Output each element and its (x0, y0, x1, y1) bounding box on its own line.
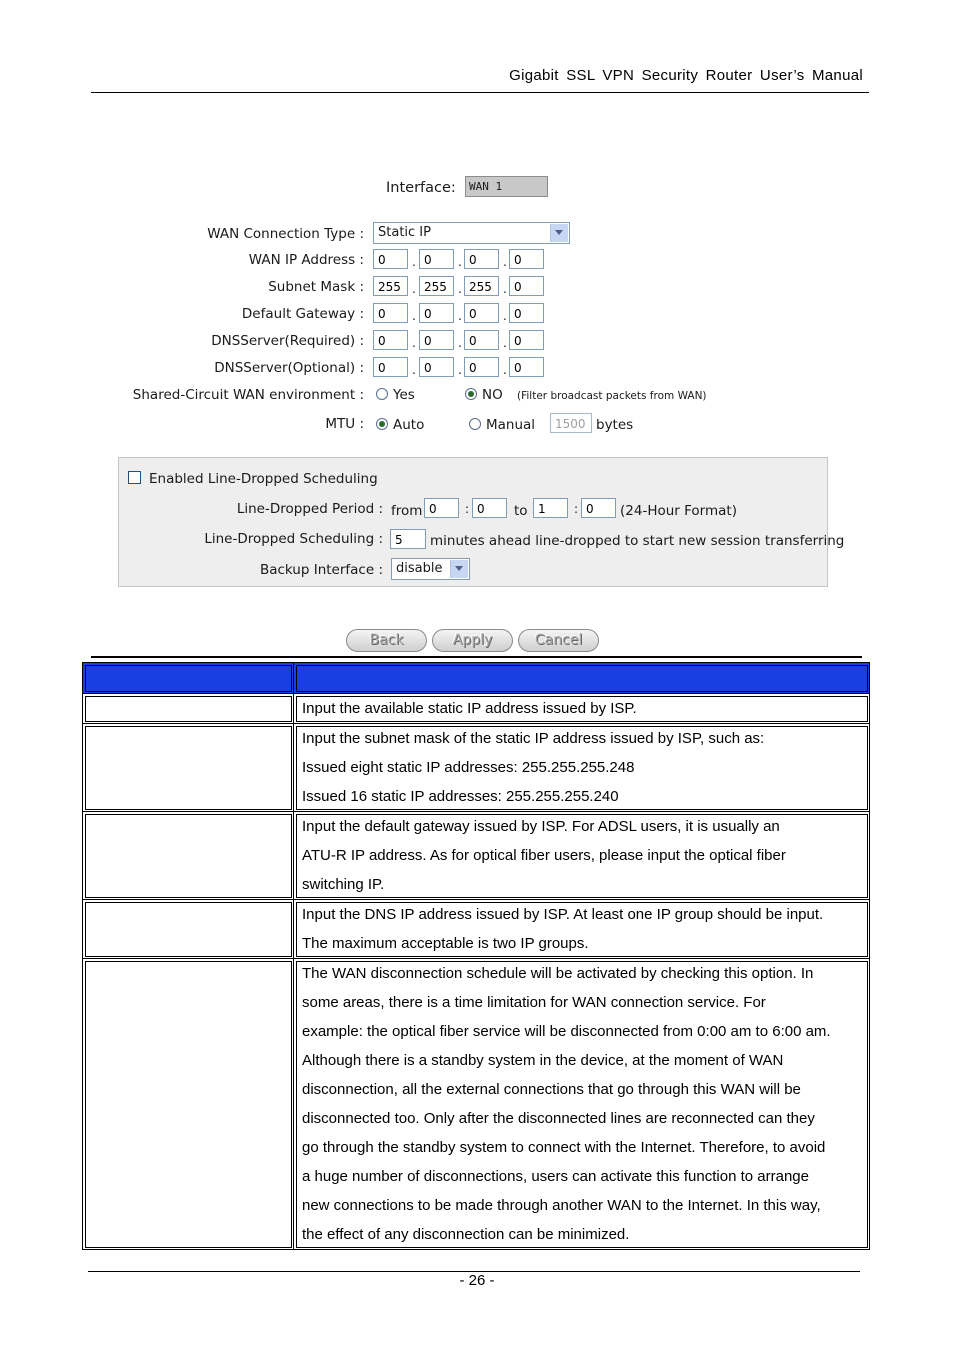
description-line: Input the subnet mask of the static IP address issued by ISP, such as: (302, 730, 765, 747)
description-line: Input the available static IP address issued by ISP. (302, 700, 637, 717)
format-note: (24-Hour Format) (620, 503, 737, 519)
apply-button[interactable]: Apply (432, 629, 513, 652)
mtu-label: MTU : (325, 416, 364, 432)
conn-type-value: Static IP (378, 225, 431, 240)
dns2-octet-2[interactable]: 0 (419, 357, 454, 377)
dns1-octet-1[interactable]: 0 (373, 330, 408, 350)
mtu-input[interactable]: 1500 (550, 413, 592, 433)
description-line: new connections to be made through another WAN to the Internet. In this way, (302, 1197, 821, 1214)
object-cell (83, 812, 294, 900)
mtu-auto-radio[interactable] (376, 418, 388, 430)
interface-label: Interface: (386, 180, 456, 196)
from-minute-input[interactable]: 0 (472, 498, 507, 518)
conn-type-select[interactable] (373, 222, 570, 244)
sched-minutes-input[interactable]: 5 (390, 529, 426, 549)
dns1-octet-4[interactable]: 0 (509, 330, 544, 350)
description-line: Although there is a standby system in the device, at the moment of WAN (302, 1052, 784, 1069)
description-cell (294, 900, 870, 959)
page-number: - 26 - (459, 1272, 495, 1289)
description-line: a huge number of disconnections, users can activate this function to arrange (302, 1168, 809, 1185)
mtu-manual-radio[interactable] (469, 418, 481, 430)
wan-ip-octet-4[interactable]: 0 (509, 249, 544, 269)
shared-yes-label: Yes (393, 387, 415, 403)
description-line: ATU-R IP address. As for optical fiber users, please input the optical fiber (302, 847, 786, 864)
to-hour-input[interactable]: 1 (533, 498, 568, 518)
description-line: Input the DNS IP address issued by ISP. At least one IP group should be input. (302, 906, 824, 923)
backup-label: Backup Interface : (259, 562, 383, 578)
conn-type-label: WAN Connection Type : (207, 226, 364, 242)
interface-field: WAN 1 (465, 176, 548, 197)
header-cell-description (294, 663, 870, 694)
dns2-octet-1[interactable]: 0 (373, 357, 408, 377)
table-row (83, 959, 870, 1250)
description-line: switching IP. (302, 876, 385, 893)
back-button[interactable]: Back (346, 629, 427, 652)
gateway-label: Default Gateway : (241, 306, 364, 322)
description-line: The WAN disconnection schedule will be activated by checking this option. In (302, 965, 814, 982)
gateway-octet-4[interactable]: 0 (509, 303, 544, 323)
period-label: Line-Dropped Period : (236, 501, 383, 517)
backup-interface-value: disable (396, 561, 443, 576)
table-row (83, 812, 870, 900)
shared-yes-radio[interactable] (376, 388, 388, 400)
object-cell (83, 694, 294, 724)
description-cell (294, 959, 870, 1250)
gateway-octet-3[interactable]: 0 (464, 303, 499, 323)
subnet-octet-4[interactable]: 0 (509, 276, 544, 296)
dns1-label: DNSServer(Required) : (211, 333, 364, 349)
object-cell (83, 724, 294, 812)
description-line: disconnected too. Only after the disconnected lines are reconnected can they (302, 1110, 815, 1127)
chevron-down-icon (550, 224, 568, 242)
table-header-row (83, 663, 870, 694)
gateway-octet-1[interactable]: 0 (373, 303, 408, 323)
from-hour-input[interactable]: 0 (424, 498, 459, 518)
description-line: The maximum acceptable is two IP groups. (302, 935, 589, 952)
wan-ip-octet-3[interactable]: 0 (464, 249, 499, 269)
header-rule (91, 92, 869, 93)
description-line: Issued 16 static IP addresses: 255.255.255.240 (302, 788, 619, 805)
table-row (83, 694, 870, 724)
to-label: to (514, 503, 528, 519)
shared-note: (Filter broadcast packets from WAN) (517, 390, 707, 402)
description-line: disconnection, all the external connections that go through this WAN will be (302, 1081, 801, 1098)
mtu-manual-label: Manual (486, 417, 536, 433)
description-cell (294, 724, 870, 812)
shared-circuit-label: Shared-Circuit WAN environment : (132, 387, 364, 403)
description-cell (294, 812, 870, 900)
wan-ip-octet-2[interactable]: 0 (419, 249, 454, 269)
shared-no-label: NO (482, 387, 503, 403)
dns1-octet-2[interactable]: 0 (419, 330, 454, 350)
manual-title: Gigabit SSL VPN Security Router User’s Manual (509, 67, 863, 84)
description-cell (294, 694, 870, 724)
description-line: example: the optical fiber service will be disconnected from 0:00 am to 6:00 am. (302, 1023, 831, 1040)
wan-ip-octet-1[interactable]: 0 (373, 249, 408, 269)
dns2-octet-4[interactable]: 0 (509, 357, 544, 377)
subnet-label: Subnet Mask : (268, 279, 364, 295)
shared-no-radio[interactable] (465, 388, 477, 400)
table-row (83, 724, 870, 812)
backup-interface-select[interactable] (391, 558, 470, 580)
description-line: the effect of any disconnection can be minimized. (302, 1226, 630, 1243)
sched-label: Line-Dropped Scheduling : (204, 531, 383, 547)
sched-note: minutes ahead line-dropped to start new session transferring (430, 533, 845, 549)
dns2-label: DNSServer(Optional) : (214, 360, 364, 376)
object-cell (83, 900, 294, 959)
mtu-unit: bytes (596, 417, 634, 433)
subnet-octet-3[interactable]: 255 (464, 276, 499, 296)
from-label: from (391, 503, 423, 519)
description-line: go through the standby system to connect with the Internet. Therefore, to avoid (302, 1139, 826, 1156)
cancel-button[interactable]: Cancel (518, 629, 599, 652)
header-cell-object (83, 663, 294, 694)
wan-ip-label: WAN IP Address : (248, 252, 364, 268)
description-line: Issued eight static IP addresses: 255.255.255.248 (302, 759, 635, 776)
dns2-octet-3[interactable]: 0 (464, 357, 499, 377)
table-row (83, 900, 870, 959)
to-minute-input[interactable]: 0 (581, 498, 616, 518)
section-rule (91, 656, 862, 658)
gateway-octet-2[interactable]: 0 (419, 303, 454, 323)
chevron-down-icon (450, 560, 468, 578)
subnet-octet-1[interactable]: 255 (373, 276, 408, 296)
enable-scheduling-checkbox[interactable] (128, 471, 141, 484)
description-line: some areas, there is a time limitation for WAN connection service. For (302, 994, 766, 1011)
enable-scheduling-label: Enabled Line-Dropped Scheduling (149, 471, 378, 487)
parameter-table (82, 662, 870, 1250)
dns1-octet-3[interactable]: 0 (464, 330, 499, 350)
object-cell (83, 959, 294, 1250)
description-line: Input the default gateway issued by ISP. For ADSL users, it is usually an (302, 818, 780, 835)
mtu-auto-label: Auto (393, 417, 425, 433)
subnet-octet-2[interactable]: 255 (419, 276, 454, 296)
